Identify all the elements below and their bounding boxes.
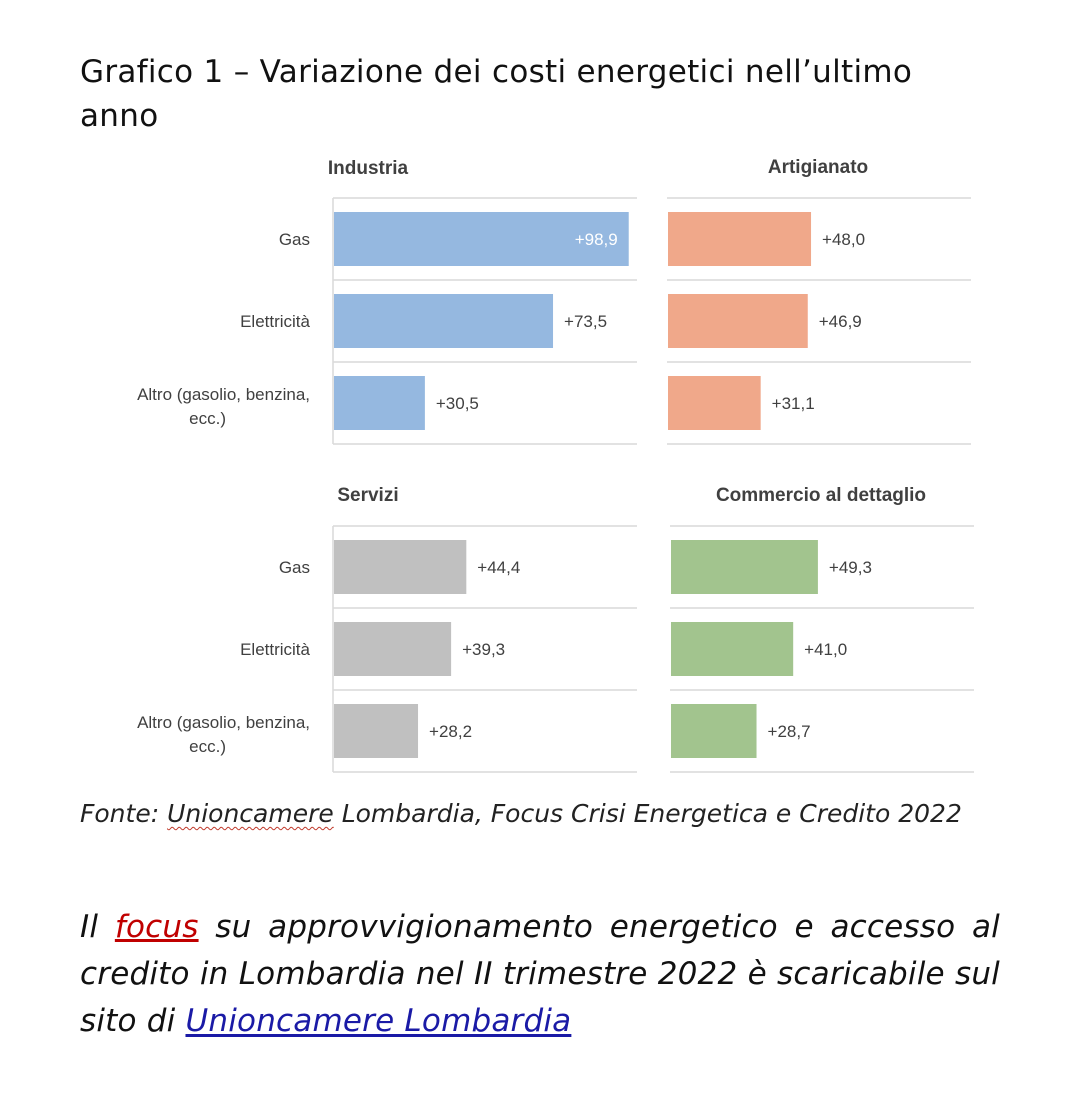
chart-title-servizi: Servizi xyxy=(337,485,399,506)
data-label-servizi-altro: +28,2 xyxy=(429,722,473,741)
bar-servizi-altro xyxy=(334,704,418,758)
category-label-elettricita-bottom: Elettricità xyxy=(240,640,310,659)
data-label-commercio-al-dettaglio-elettricita: +41,0 xyxy=(804,640,848,659)
note-part2: su approvvigionamento energetico e accesso al credito in Lombardia nel II trimestre 2022 è scaricabile sul sito di xyxy=(80,909,1000,1039)
bar-servizi-gas xyxy=(334,540,466,594)
data-label-servizi-elettricita: +39,3 xyxy=(462,640,506,659)
bar-industria-altro xyxy=(334,376,425,430)
data-label-commercio-al-dettaglio-gas: +49,3 xyxy=(828,558,872,577)
bar-artigianato-elettricita xyxy=(668,294,808,348)
source-rest: Lombardia, Focus Crisi Energetica e Credito 2022 xyxy=(333,799,962,828)
data-label-commercio-al-dettaglio-altro: +28,7 xyxy=(767,722,811,741)
chart-title-industria: Industria xyxy=(327,158,409,179)
source-prefix: Fonte: xyxy=(80,799,168,828)
chart-title-commercio-al-dettaglio: Commercio al dettaglio xyxy=(715,485,927,506)
data-label-industria-gas: +98,9 xyxy=(574,230,618,249)
bar-servizi-elettricita xyxy=(334,622,451,676)
source-org: Unioncamere xyxy=(167,799,334,828)
bar-commercio-al-dettaglio-elettricita xyxy=(671,622,793,676)
category-label-gas-top: Gas xyxy=(278,230,310,249)
figure-heading: Grafico 1 – Variazione dei costi energetici nell’ultimo anno xyxy=(80,54,913,134)
category-label-altro-bottom: Altro (gasolio, benzina, ecc.) xyxy=(137,713,310,756)
data-label-artigianato-gas: +48,0 xyxy=(822,230,866,249)
data-label-servizi-gas: +44,4 xyxy=(477,558,521,577)
download-note xyxy=(80,904,1000,1045)
bar-artigianato-gas xyxy=(668,212,811,266)
bar-commercio-al-dettaglio-altro xyxy=(671,704,757,758)
chart-title-artigianato: Artigianato xyxy=(767,157,869,178)
bar-charts-panel xyxy=(0,140,1079,790)
bar-commercio-al-dettaglio-gas xyxy=(671,540,818,594)
note-part1: Il xyxy=(80,909,115,945)
bar-industria-elettricita xyxy=(334,294,553,348)
data-label-industria-elettricita: +73,5 xyxy=(564,312,608,331)
category-label-gas-bottom: Gas xyxy=(278,558,310,577)
source-note xyxy=(80,795,1000,833)
category-label-elettricita-top: Elettricità xyxy=(240,312,310,331)
data-label-artigianato-elettricita: +46,9 xyxy=(818,312,862,331)
category-label-altro-top: Altro (gasolio, benzina, ecc.) xyxy=(137,385,310,428)
unioncamere-lombardia-link[interactable]: Unioncamere Lombardia xyxy=(185,1003,572,1039)
data-label-artigianato-altro: +31,1 xyxy=(771,394,815,413)
focus-link[interactable]: focus xyxy=(114,909,199,945)
bar-artigianato-altro xyxy=(668,376,761,430)
data-label-industria-altro: +30,5 xyxy=(435,394,479,413)
